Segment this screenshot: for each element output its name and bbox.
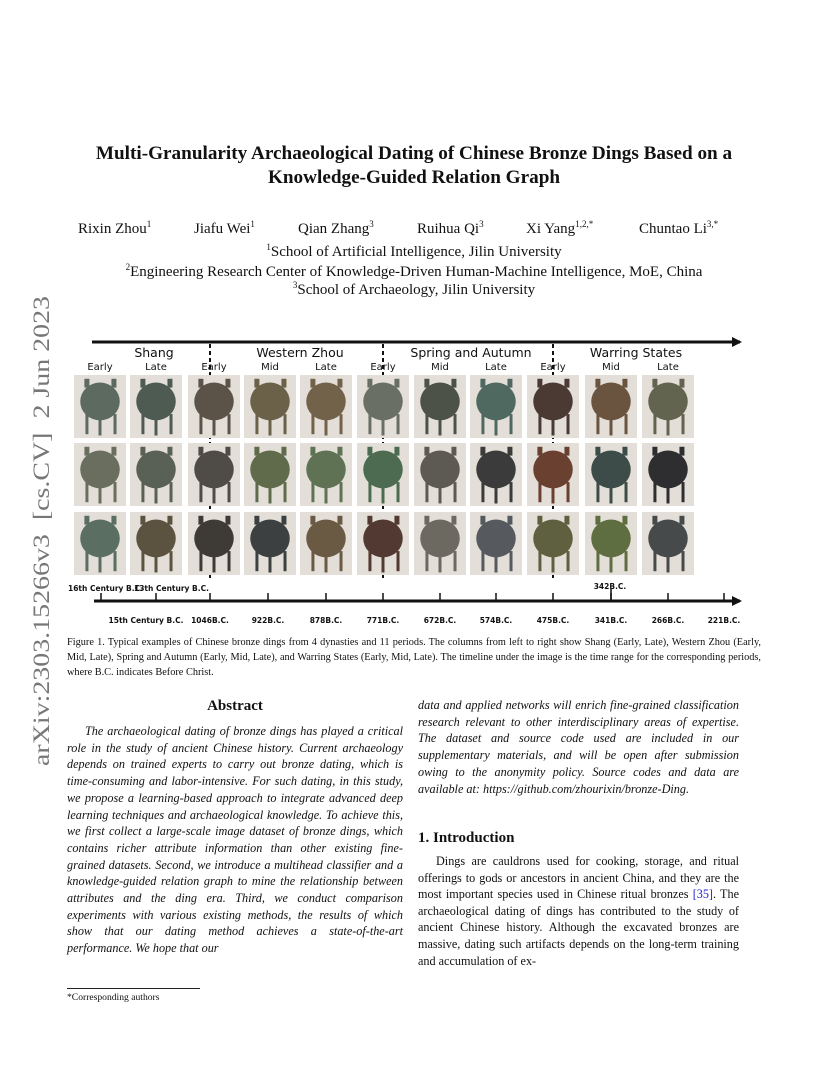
ding-handle <box>140 447 145 456</box>
ding-leg <box>170 482 173 502</box>
ding-handle <box>424 516 429 525</box>
period-label: Mid <box>431 362 449 373</box>
ding-handle <box>225 379 230 388</box>
ding-leg <box>155 554 158 573</box>
ding-leg <box>610 417 613 436</box>
ding-handle <box>595 516 600 525</box>
timeline-label: 13th Century B.C. <box>134 584 209 593</box>
timeline-label: 771B.C. <box>366 616 400 625</box>
ding-handle <box>84 516 89 525</box>
ding-leg <box>99 554 102 573</box>
ding-leg <box>340 482 343 502</box>
timeline-label: 15th Century B.C. <box>108 616 184 625</box>
ding-handle <box>507 447 512 456</box>
ding-handle <box>167 516 172 525</box>
timeline-label: 341B.C. <box>594 616 628 625</box>
ding-handle <box>254 447 259 456</box>
ding-leg <box>269 417 272 436</box>
ding-handle <box>111 379 116 388</box>
ding-leg <box>255 551 258 571</box>
timeline-figure <box>60 330 750 630</box>
ding-leg <box>610 485 613 504</box>
citation-link[interactable]: [35] <box>692 887 713 902</box>
ding-leg <box>382 554 385 573</box>
ding-leg <box>510 482 513 502</box>
ding-leg <box>552 554 555 573</box>
author: Jiafu Wei$^1$ <box>194 219 255 237</box>
ding-leg <box>567 551 570 571</box>
period-label: Early <box>370 362 396 373</box>
ding-leg <box>610 554 613 573</box>
ding-leg <box>99 417 102 436</box>
abstract-heading: Abstract <box>207 698 263 714</box>
period-label: Late <box>657 362 679 373</box>
ding-handle <box>337 447 342 456</box>
ding-handle <box>337 379 342 388</box>
author: Xi Yang$^{1,2,*}$ <box>526 219 594 237</box>
ding-handle <box>622 516 627 525</box>
ding-leg <box>368 551 371 571</box>
ding-leg <box>495 485 498 504</box>
intro-body: Dings are cauldrons used for cooking, storage, and ritual offerings to gods or ancestors in ancient China, and they are the most important species used in Chinese ritual bronzes [35]. The archaeological dating of dings has contributed to the study of ancient Chinese history. Although the excavated bronzes are massive, dating such artifacts depends on the long-term training and accumulation of ex- <box>418 854 739 968</box>
ding-handle <box>537 447 542 456</box>
ding-leg <box>311 414 314 434</box>
ding-leg <box>397 482 400 502</box>
ding-leg <box>213 485 216 504</box>
ding-leg <box>114 414 117 434</box>
ding-leg <box>397 551 400 571</box>
ding-leg <box>382 417 385 436</box>
dynasty-label: Shang <box>134 345 174 360</box>
timeline-label: 266B.C. <box>651 616 685 625</box>
ding-handle <box>167 379 172 388</box>
ding-leg <box>325 417 328 436</box>
ding-leg <box>538 414 541 434</box>
ding-handle <box>281 447 286 456</box>
ding-leg <box>228 414 231 434</box>
ding-leg <box>510 551 513 571</box>
ding-leg <box>567 482 570 502</box>
ding-handle <box>424 447 429 456</box>
ding-handle <box>507 516 512 525</box>
ding-leg <box>199 414 202 434</box>
ding-leg <box>368 482 371 502</box>
footnote: *Corresponding authors <box>67 992 160 1003</box>
affiliation: $^1$School of Artificial Intelligence, Jilin University <box>266 242 562 260</box>
ding-handle <box>679 516 684 525</box>
author: Ruihua Qi$^3$ <box>417 219 484 237</box>
dynasty-label: Western Zhou <box>256 345 344 360</box>
ding-handle <box>652 447 657 456</box>
ding-handle <box>564 447 569 456</box>
ding-leg <box>213 554 216 573</box>
period-label: Mid <box>602 362 620 373</box>
figure-caption <box>67 635 761 681</box>
ding-handle <box>679 379 684 388</box>
ding-leg <box>255 414 258 434</box>
ding-handle <box>140 516 145 525</box>
ding-leg <box>114 551 117 571</box>
ding-leg <box>199 551 202 571</box>
timeline-label: 221B.C. <box>707 616 741 625</box>
ding-handle <box>198 516 203 525</box>
ding-handle <box>595 379 600 388</box>
author: Rixin Zhou$^1$ <box>78 219 152 237</box>
ding-leg <box>85 482 88 502</box>
ding-leg <box>325 485 328 504</box>
ding-leg <box>667 417 670 436</box>
ding-leg <box>311 482 314 502</box>
ding-leg <box>552 485 555 504</box>
ding-leg <box>368 414 371 434</box>
ding-handle <box>310 379 315 388</box>
ding-handle <box>451 379 456 388</box>
period-label: Late <box>145 362 167 373</box>
period-label: Early <box>540 362 566 373</box>
ding-leg <box>454 482 457 502</box>
ding-leg <box>495 417 498 436</box>
ding-leg <box>325 554 328 573</box>
ding-leg <box>625 551 628 571</box>
footnote-rule <box>67 988 200 989</box>
ding-leg <box>596 414 599 434</box>
ding-leg <box>510 414 513 434</box>
author: Qian Zhang$^3$ <box>298 219 374 237</box>
ding-leg <box>311 551 314 571</box>
ding-handle <box>254 516 259 525</box>
ding-leg <box>682 482 685 502</box>
ding-leg <box>269 485 272 504</box>
author: Chuntao $Li^{3,*}$ <box>639 219 719 237</box>
ding-handle <box>111 447 116 456</box>
ding-leg <box>596 551 599 571</box>
ding-leg <box>667 554 670 573</box>
ding-leg <box>454 551 457 571</box>
ding-leg <box>284 482 287 502</box>
ding-handle <box>451 516 456 525</box>
ding-leg <box>213 417 216 436</box>
arxiv-id: arXiv:2303.15266v3 [cs.CV] 2 Jun 2023 <box>29 378 54 766</box>
ding-leg <box>625 482 628 502</box>
period-label: Early <box>201 362 227 373</box>
ding-handle <box>394 516 399 525</box>
ding-leg <box>653 414 656 434</box>
ding-leg <box>439 554 442 573</box>
ding-leg <box>653 482 656 502</box>
ding-handle <box>367 516 372 525</box>
ding-handle <box>254 379 259 388</box>
ding-handle <box>167 447 172 456</box>
affiliation: $^2$Engineering Research Center of Knowledge-Driven Human-Machine Intelligence, MoE, China <box>125 262 703 280</box>
ding-leg <box>228 482 231 502</box>
ding-leg <box>340 414 343 434</box>
ding-leg <box>397 414 400 434</box>
ding-handle <box>480 516 485 525</box>
timeline-label: 1046B.C. <box>191 616 229 625</box>
ding-leg <box>425 482 428 502</box>
ding-leg <box>85 414 88 434</box>
ding-leg <box>439 485 442 504</box>
caption-label: Figure 1. <box>67 637 105 648</box>
ding-leg <box>439 417 442 436</box>
ding-handle <box>281 379 286 388</box>
ding-handle <box>281 516 286 525</box>
paper-title: Multi-Granularity Archaeological Dating of Chinese Bronze Dings Based on a Knowledge-Guided Relation Graph <box>95 143 733 188</box>
timeline-label: 672B.C. <box>423 616 457 625</box>
ding-leg <box>155 485 158 504</box>
ding-handle <box>622 447 627 456</box>
ding-leg <box>667 485 670 504</box>
ding-handle <box>622 379 627 388</box>
ding-leg <box>567 414 570 434</box>
ding-leg <box>682 414 685 434</box>
ding-handle <box>480 379 485 388</box>
period-label: Early <box>87 362 113 373</box>
ding-handle <box>367 447 372 456</box>
period-label: Late <box>485 362 507 373</box>
ding-leg <box>538 551 541 571</box>
ding-handle <box>225 516 230 525</box>
ding-leg <box>382 485 385 504</box>
ding-handle <box>367 379 372 388</box>
ding-leg <box>228 551 231 571</box>
dynasty-label: Warring States <box>589 345 683 360</box>
abstract-body-continued: data and applied networks will enrich fine-grained classification research relevant to other interdisciplinary areas of expertise. The dataset and source code used are included in our supplementary materials, and will be open after submission owing to the anonymity policy. Source codes and data are available at: https://github.com/zhourixin/bronze-Ding. <box>418 698 739 796</box>
ding-handle <box>564 379 569 388</box>
ding-leg <box>425 551 428 571</box>
ding-leg <box>495 554 498 573</box>
ding-leg <box>141 414 144 434</box>
arxiv-stamp <box>16 296 60 766</box>
ding-leg <box>425 414 428 434</box>
ding-leg <box>454 414 457 434</box>
ding-handle <box>507 379 512 388</box>
ding-leg <box>284 414 287 434</box>
ding-handle <box>140 379 145 388</box>
period-label: Mid <box>261 362 279 373</box>
ding-leg <box>141 551 144 571</box>
ding-leg <box>269 554 272 573</box>
timeline-label: 16th Century B.C. <box>68 584 143 593</box>
ding-handle <box>652 379 657 388</box>
ding-handle <box>84 379 89 388</box>
ding-handle <box>480 447 485 456</box>
ding-leg <box>481 414 484 434</box>
ding-leg <box>682 551 685 571</box>
ding-handle <box>111 516 116 525</box>
ding-leg <box>170 551 173 571</box>
ding-leg <box>653 551 656 571</box>
ding-handle <box>198 379 203 388</box>
ding-leg <box>552 417 555 436</box>
ding-handle <box>310 516 315 525</box>
ding-leg <box>99 485 102 504</box>
ding-leg <box>85 551 88 571</box>
ding-handle <box>198 447 203 456</box>
ding-leg <box>538 482 541 502</box>
abstract-body: The archaeological dating of bronze dings has played a critical role in the study of ancient Chinese history. Current archaeology depends on trained experts to carry out bronze dating, which is time-consuming and labor-intensive. For such dating, in this study, we propose a learning-based approach to integrate advanced deep learning techniques and archaeological knowledge. To achieve this, we first collect a large-scale image dataset of bronze dings, which contains richer attribute information than other existing fine-grained datasets. Second, we introduce a multihead classifier and a knowledge-guided relation graph to mine the relationship between attributes and the ding era. Third, we conduct comparison experiments with various existing methods, the results of which show that our dating method achieves a state-of-the-art performance. We hope that our <box>67 724 403 956</box>
ding-leg <box>199 482 202 502</box>
ding-handle <box>310 447 315 456</box>
ding-leg <box>114 482 117 502</box>
ding-leg <box>625 414 628 434</box>
ding-leg <box>255 482 258 502</box>
ding-handle <box>424 379 429 388</box>
ding-leg <box>340 551 343 571</box>
ding-leg <box>170 414 173 434</box>
ding-handle <box>537 379 542 388</box>
timeline-label: 475B.C. <box>536 616 570 625</box>
dynasty-label: Spring and Autumn <box>410 345 532 360</box>
ding-handle <box>652 516 657 525</box>
ding-leg <box>141 482 144 502</box>
caption-text: Typical examples of Chinese bronze dings from 4 dynasties and 11 periods. The columns from left to right show Shang (Early, Late), Western Zhou (Early, Mid, Late), Spring and Autumn (Early, Mid, Late), and Warring States (Early, Mid, Late). The timeline under the image is the time range for the corresponding periods, where B.C. indicates Before Christ. <box>67 637 761 679</box>
ding-handle <box>394 447 399 456</box>
timeline-label: 878B.C. <box>309 616 343 625</box>
ding-handle <box>679 447 684 456</box>
ding-handle <box>451 447 456 456</box>
ding-leg <box>481 482 484 502</box>
ding-handle <box>84 447 89 456</box>
ding-handle <box>394 379 399 388</box>
timeline-label: 922B.C. <box>251 616 285 625</box>
ding-leg <box>596 482 599 502</box>
period-label: Late <box>315 362 337 373</box>
figure-1 <box>60 330 750 630</box>
timeline-label: 342B.C. <box>593 582 627 591</box>
ding-handle <box>564 516 569 525</box>
ding-handle <box>595 447 600 456</box>
ding-handle <box>225 447 230 456</box>
ding-leg <box>155 417 158 436</box>
intro-heading: 1. Introduction <box>418 830 515 846</box>
affiliation: $^3$School of Archaeology, Jilin University <box>292 280 536 298</box>
ding-leg <box>284 551 287 571</box>
ding-handle <box>337 516 342 525</box>
ding-handle <box>537 516 542 525</box>
timeline-label: 574B.C. <box>479 616 513 625</box>
ding-leg <box>481 551 484 571</box>
